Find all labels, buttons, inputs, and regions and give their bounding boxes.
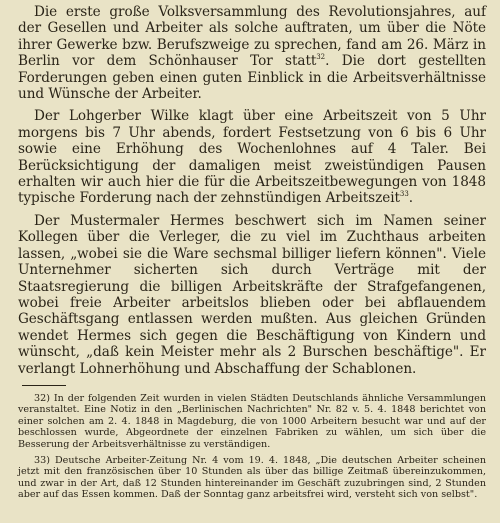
footnote-divider	[22, 385, 66, 386]
paragraph-volksversammlung	[18, 4, 486, 102]
paragraph-lohgerber-wilke	[18, 108, 486, 206]
footnote-ref-32[interactable]: 32	[316, 53, 326, 62]
paragraph-text: Die erste große Volksversammlung des Revolutionsjahres, auf der Gesellen und Arbeiter als solche auftraten, um über die Nöte ihrer Gewerke bzw. Berufszweige zu sprechen, fand am 26. März in Berlin vor dem Schönhauser Tor statt	[18, 4, 486, 70]
footnote-33: 33) Deutsche Arbeiter-Zeitung Nr. 4 vom 19. 4. 1848, „Die deutschen Arbeiter scheinen jetzt mit den französischen über 10 Stunden als über das billige Zeitmaß übereinzukommen, und zwar in der Art, daß 12 Stunden hintereinander im Geschäft zuzubringen sind, 2 Stunden aber auf das Essen kommen. Daß der Sonntag ganz arbeitsfrei wird, versteht sich von selbst".	[18, 454, 486, 501]
footnote-ref-33[interactable]: 33	[399, 190, 409, 199]
paragraph-text: Der Mustermaler Hermes beschwert sich im Namen seiner Kollegen über die Verleger, die zu viel im Zuchthaus arbeiten lassen, „wobei sie die Ware sechsmal billiger liefern können". Viele Unternehmer sicherten sich durch Verträge mit der Staatsregierung die billigen Arbeitskräfte der Strafgefangenen, wobei freie Arbeiter arbeitslos blieben oder bei abflauendem Geschäftsgang entlassen werden mußten. Aus gleichen Gründen wendet Hermes sich gegen die Beschäftigung von Kindern und wünscht, „daß kein Meister mehr als 2 Burschen beschäftige". Er verlangt Lohnerhöhung und Abschaffung der Schablonen.	[18, 212, 486, 377]
paragraph-mustermaler-hermes	[18, 213, 486, 377]
paragraph-text-after-note: . Die dort gestellten Forderungen geben einen guten Einblick in die Arbeitsverhältnisse und Wünsche der Arbeiter.	[18, 53, 486, 103]
paragraph-text-after-note: .	[408, 190, 414, 207]
footnote-32: 32) In der folgenden Zeit wurden in vielen Städten Deutschlands ähnliche Versammlungen veranstaltet. Eine Notiz in den „Berlinischen Nachrichten" Nr. 82 v. 5. 4. 1848 berichtet von einer solchen am 2. 4. 1848 in Magdeburg, die von 1000 Arbeitern besucht war und auf der beschlossen wurde, Abgeordnete der einzelnen Fabriken zu wählen, um sich über die Besserung der Arbeitsverhältnisse zu verständigen.	[18, 392, 486, 450]
paragraph-text: Der Lohgerber Wilke klagt über eine Arbeitszeit von 5 Uhr morgens bis 7 Uhr abends, fordert Festsetzung von 6 bis 6 Uhr sowie eine Erhöhung des Wochenlohnes auf 4 Taler. Bei Berücksichtigung der damaligen meist zweistündigen Pausen erhalten wir auch hier die für die Arbeitszeitbewegungen von 1848 typische Forderung nach der zehnstündigen Arbeitszeit	[18, 108, 486, 207]
